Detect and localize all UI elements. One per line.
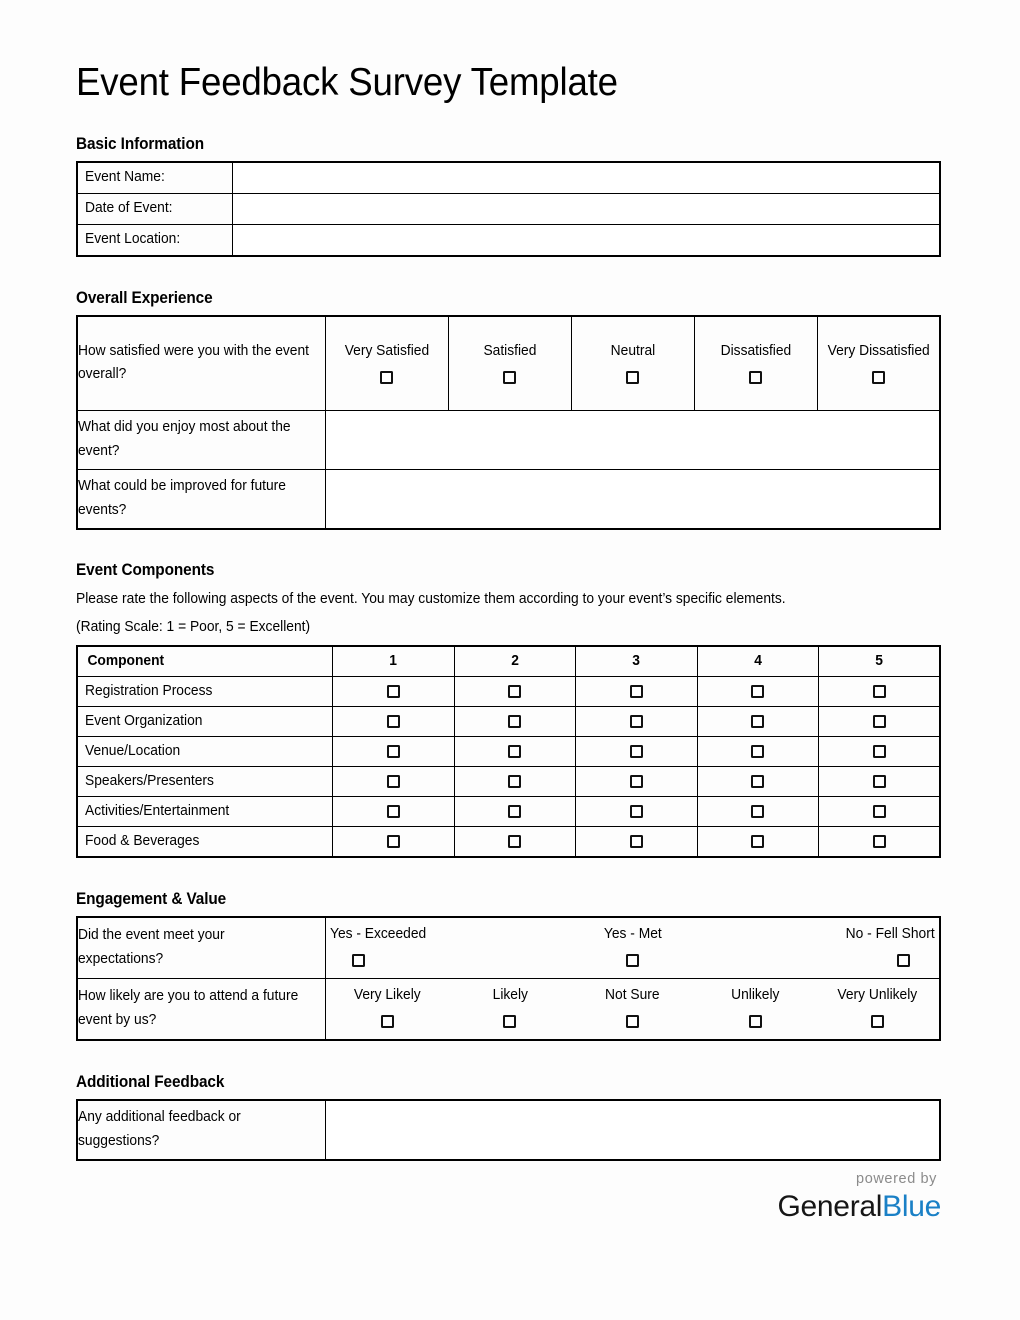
column-header-rating-4: 4 (697, 646, 819, 677)
component-name-activities-entertainment: Activities/Entertainment (77, 796, 333, 826)
engagement-value-table (76, 916, 941, 1041)
table-row (77, 469, 940, 529)
option-label: Yes - Exceeded (330, 926, 427, 943)
checkbox-registration-process-2[interactable] (454, 676, 576, 706)
component-name-venue-location: Venue/Location (77, 736, 333, 766)
option-dissatisfied[interactable] (694, 316, 817, 411)
field-input-date-of-event[interactable] (233, 193, 941, 224)
checkbox-speakers-presenters-4[interactable] (697, 766, 819, 796)
logo-text-blue: Blue (882, 1189, 941, 1223)
checkbox-very-dissatisfied[interactable] (818, 362, 939, 385)
option-label: Not Sure (605, 987, 660, 1004)
column-header-rating-2: 2 (454, 646, 576, 677)
checkbox-very-likely[interactable] (329, 1006, 446, 1030)
checkbox-registration-process-5[interactable] (819, 676, 941, 706)
brand-footer (76, 1161, 941, 1224)
option-very-satisfied[interactable] (326, 316, 449, 411)
table-row (77, 826, 940, 857)
checkbox-speakers-presenters-2[interactable] (454, 766, 576, 796)
field-input-event-location[interactable] (233, 224, 941, 256)
checkbox-registration-process-3[interactable] (576, 676, 698, 706)
options-attend-future (326, 978, 941, 1040)
option-yes-exceeded[interactable] (326, 918, 531, 977)
checkbox-event-organization-1[interactable] (333, 706, 455, 736)
table-row (77, 410, 940, 469)
field-label-event-location: Event Location: (77, 224, 233, 256)
checkbox-food-beverages-5[interactable] (819, 826, 941, 857)
option-label: Very Unlikely (837, 987, 918, 1004)
basic-information-table (76, 161, 941, 257)
checkbox-event-organization-5[interactable] (819, 706, 941, 736)
table-row (77, 1100, 940, 1160)
checkbox-food-beverages-3[interactable] (576, 826, 698, 857)
options-expectations (326, 917, 941, 979)
option-label: Unlikely (730, 987, 780, 1004)
section-heading-basic-information: Basic Information (76, 134, 205, 153)
answer-additional-feedback[interactable] (326, 1100, 941, 1160)
option-label: Likely (492, 987, 528, 1004)
checkbox-dissatisfied[interactable] (695, 362, 817, 385)
checkbox-very-satisfied[interactable] (326, 362, 448, 385)
table-row (77, 224, 940, 256)
question-satisfaction: How satisfied were you with the event overall? (77, 316, 326, 411)
question-attend-future: How likely are you to attend a future event by us? (77, 978, 326, 1040)
question-enjoyed-most: What did you enjoy most about the event? (77, 410, 326, 469)
checkbox-activities-entertainment-3[interactable] (576, 796, 698, 826)
column-header-rating-3: 3 (576, 646, 698, 677)
option-unlikely[interactable] (694, 979, 817, 1038)
section-heading-engagement-value: Engagement & Value (76, 889, 227, 908)
checkbox-satisfied[interactable] (449, 362, 571, 385)
checkbox-venue-location-4[interactable] (697, 736, 819, 766)
answer-improvements[interactable] (326, 469, 941, 529)
checkbox-likely[interactable] (452, 1006, 569, 1030)
answer-enjoyed-most[interactable] (326, 410, 941, 469)
checkbox-speakers-presenters-1[interactable] (333, 766, 455, 796)
table-row (77, 766, 940, 796)
checkbox-activities-entertainment-5[interactable] (819, 796, 941, 826)
logo-text-general: General (777, 1189, 883, 1223)
checkbox-venue-location-3[interactable] (576, 736, 698, 766)
table-row (77, 796, 940, 826)
additional-feedback-table (76, 1099, 941, 1161)
section-heading-additional-feedback: Additional Feedback (76, 1072, 225, 1091)
checkbox-venue-location-1[interactable] (333, 736, 455, 766)
checkbox-activities-entertainment-1[interactable] (333, 796, 455, 826)
table-row (77, 162, 940, 194)
checkbox-speakers-presenters-3[interactable] (576, 766, 698, 796)
table-row (77, 676, 940, 706)
checkbox-food-beverages-2[interactable] (454, 826, 576, 857)
checkbox-event-organization-3[interactable] (576, 706, 698, 736)
checkbox-not-sure[interactable] (574, 1006, 691, 1030)
table-row (77, 193, 940, 224)
column-header-rating-5: 5 (819, 646, 941, 677)
option-very-dissatisfied[interactable] (817, 316, 940, 411)
option-neutral[interactable] (571, 316, 694, 411)
checkbox-food-beverages-4[interactable] (697, 826, 819, 857)
checkbox-food-beverages-1[interactable] (333, 826, 455, 857)
table-row (77, 917, 940, 979)
section-heading-overall-experience: Overall Experience (76, 288, 213, 307)
column-header-component: Component (77, 646, 333, 677)
checkbox-neutral[interactable] (572, 362, 694, 385)
generalblue-logo (76, 1188, 941, 1224)
table-row (77, 736, 940, 766)
section-heading-event-components: Event Components (76, 560, 215, 579)
option-label: Very Dissatisfied (827, 343, 930, 360)
option-no-fell-short[interactable] (734, 918, 939, 977)
checkbox-unlikely[interactable] (697, 1006, 814, 1030)
checkbox-speakers-presenters-5[interactable] (819, 766, 941, 796)
option-very-likely[interactable] (326, 979, 449, 1038)
checkbox-venue-location-5[interactable] (819, 736, 941, 766)
checkbox-activities-entertainment-2[interactable] (454, 796, 576, 826)
component-name-event-organization: Event Organization (77, 706, 333, 736)
checkbox-no-fell-short[interactable] (737, 945, 935, 969)
checkbox-registration-process-1[interactable] (333, 676, 455, 706)
powered-by-label: powered by (856, 1170, 937, 1187)
page-title: Event Feedback Survey Template (76, 61, 618, 104)
field-input-event-name[interactable] (233, 162, 941, 194)
field-label-date-of-event: Date of Event: (77, 193, 233, 224)
option-label: Very Satisfied (344, 343, 430, 360)
option-yes-met[interactable] (531, 918, 735, 977)
component-name-speakers-presenters: Speakers/Presenters (77, 766, 333, 796)
checkbox-registration-process-4[interactable] (697, 676, 819, 706)
checkbox-yes-exceeded[interactable] (330, 945, 528, 969)
component-name-registration-process: Registration Process (77, 676, 333, 706)
event-components-table (76, 645, 941, 858)
overall-experience-table (76, 315, 941, 530)
question-improvements: What could be improved for future events? (77, 469, 326, 529)
checkbox-event-organization-4[interactable] (697, 706, 819, 736)
option-satisfied[interactable] (448, 316, 571, 411)
checkbox-venue-location-2[interactable] (454, 736, 576, 766)
option-not-sure[interactable] (571, 979, 694, 1038)
option-label: Yes - Met (603, 926, 662, 943)
table-row (77, 706, 940, 736)
checkbox-yes-met[interactable] (534, 945, 732, 969)
option-label: Very Likely (353, 987, 421, 1004)
option-label: No - Fell Short (846, 926, 936, 943)
question-expectations: Did the event meet your expectations? (77, 917, 326, 979)
option-very-unlikely[interactable] (816, 979, 939, 1038)
event-components-scale-note: (Rating Scale: 1 = Poor, 5 = Excellent) (76, 619, 311, 636)
table-row (77, 316, 940, 411)
table-header-row (77, 646, 940, 677)
checkbox-very-unlikely[interactable] (819, 1006, 936, 1030)
checkbox-event-organization-2[interactable] (454, 706, 576, 736)
checkbox-activities-entertainment-4[interactable] (697, 796, 819, 826)
component-name-food-beverages: Food & Beverages (77, 826, 333, 857)
option-label: Dissatisfied (720, 343, 791, 360)
option-label: Neutral (610, 343, 655, 360)
option-likely[interactable] (449, 979, 572, 1038)
option-label: Satisfied (483, 343, 537, 360)
question-additional-feedback: Any additional feedback or suggestions? (77, 1100, 326, 1160)
event-components-instruction: Please rate the following aspects of the event. You may customize them according to your event’s specific elements. (76, 590, 786, 607)
field-label-event-name: Event Name: (77, 162, 233, 194)
column-header-rating-1: 1 (333, 646, 455, 677)
table-row (77, 978, 940, 1040)
